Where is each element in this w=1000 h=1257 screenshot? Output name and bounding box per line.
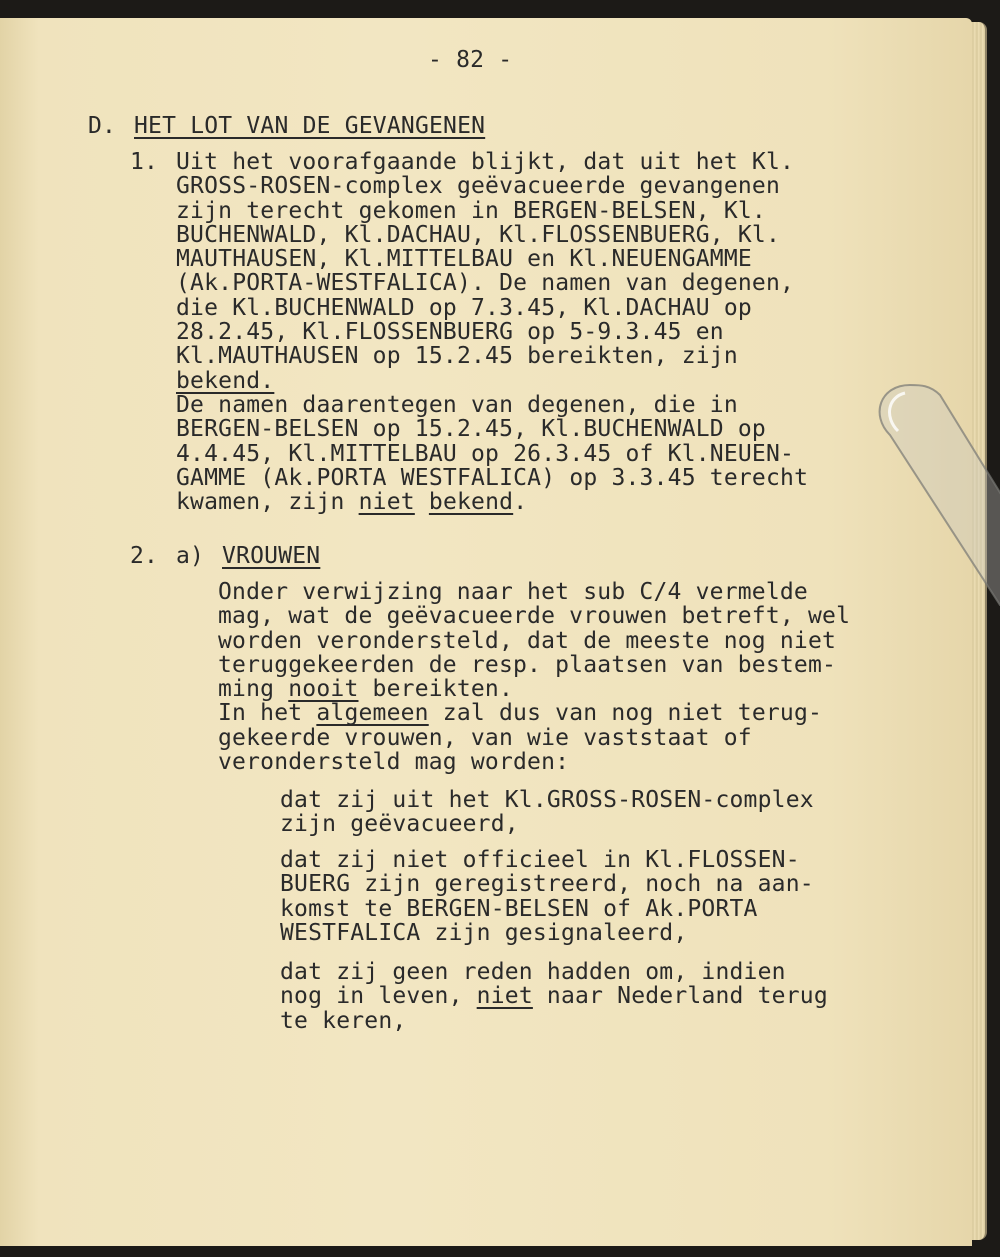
paragraph-line <box>218 677 850 701</box>
line-text: bereikten. <box>358 676 514 703</box>
subsection-title: VROUWEN <box>222 543 321 569</box>
paragraph-line: zijn terecht gekomen in BERGEN-BELSEN, Kl. <box>176 197 766 224</box>
paragraph-line: MAUTHAUSEN, Kl.MITTELBAU en Kl.NEUENGAMME <box>176 246 752 273</box>
condition-3 <box>280 960 828 1033</box>
paragraph-line: mag, wat de geëvacueerde vrouwen betreft, wel <box>218 603 851 630</box>
paragraph-line: WESTFALICA zijn gesignaleerd, <box>280 919 688 946</box>
paragraph-line: 4.4.45, Kl.MITTELBAU op 26.3.45 of Kl.NEUEN- <box>176 440 795 467</box>
condition-1 <box>280 788 814 837</box>
paragraph-line: verondersteld mag worden: <box>218 749 570 776</box>
paragraph-line: zijn geëvacueerd, <box>280 811 519 838</box>
item-number-1: 1. <box>130 149 159 175</box>
underlined-niet: niet <box>358 489 415 516</box>
paragraph-line: teruggekeerden de resp. plaatsen van bestem- <box>218 651 837 678</box>
paragraph-line: die Kl.BUCHENWALD op 7.3.45, Kl.DACHAU op <box>176 294 752 321</box>
underlined-bekend: bekend. <box>176 367 275 394</box>
paragraph-2 <box>218 580 850 774</box>
line-text: In het <box>218 700 317 727</box>
paragraph-line: GAMME (Ak.PORTA WESTFALICA) op 3.3.45 terecht <box>176 464 809 491</box>
section-marker: D. <box>88 113 117 139</box>
paragraph-line: gekeerde vrouwen, van wie vaststaat of <box>218 724 752 751</box>
paragraph-line: BUERG zijn geregistreerd, noch na aan- <box>280 871 814 898</box>
paragraph-line <box>280 984 828 1008</box>
line-text: ming <box>218 676 289 703</box>
paragraph-1 <box>176 150 808 514</box>
paragraph-line: (Ak.PORTA-WESTFALICA). De namen van degenen, <box>176 270 795 297</box>
paragraph-line: 28.2.45, Kl.FLOSSENBUERG op 5-9.3.45 en <box>176 319 724 346</box>
page-number: - 82 - <box>428 47 513 73</box>
paragraph-line: komst te BERGEN-BELSEN of Ak.PORTA <box>280 895 758 922</box>
underlined-nooit: nooit <box>288 676 359 703</box>
paragraph-line: Uit het voorafgaande blijkt, dat uit het Kl. <box>176 149 795 175</box>
paragraph-line: Onder verwijzing naar het sub C/4 vermelde <box>218 579 808 605</box>
paragraph-line: dat zij niet officieel in Kl.FLOSSEN- <box>280 847 800 873</box>
paragraph-line <box>218 701 850 725</box>
line-text: . <box>513 489 528 516</box>
paragraph-line: De namen daarentegen van degenen, die in <box>176 391 738 418</box>
line-text: naar Nederland terug <box>532 983 828 1010</box>
section-heading: HET LOT VAN DE GEVANGENEN <box>134 113 486 139</box>
paragraph-line: BERGEN-BELSEN op 15.2.45, Kl.BUCHENWALD op <box>176 416 766 443</box>
paragraph-line: Kl.MAUTHAUSEN op 15.2.45 bereikten, zijn <box>176 343 738 370</box>
underlined-algemeen: algemeen <box>316 700 429 727</box>
sub-item-a: a) <box>176 543 205 569</box>
paragraph-line: dat zij uit het Kl.GROSS-ROSEN-complex <box>280 787 814 813</box>
paragraph-line: te keren, <box>280 1007 407 1034</box>
item-number-2: 2. <box>130 543 159 569</box>
paragraph-line: worden verondersteld, dat de meeste nog niet <box>218 627 837 654</box>
paragraph-line-last <box>176 490 808 514</box>
paragraph-line: GROSS-ROSEN-complex geëvacueerde gevangenen <box>176 173 781 200</box>
line-text: zal dus van nog niet terug- <box>428 700 823 727</box>
paragraph-line: dat zij geen reden hadden om, indien <box>280 959 786 985</box>
underlined-bekend: bekend <box>428 489 514 516</box>
line-text: nog in leven, <box>280 983 477 1010</box>
line-text: kwamen, zijn <box>176 489 359 516</box>
condition-2 <box>280 848 814 945</box>
space <box>415 489 429 515</box>
paragraph-line: BUCHENWALD, Kl.DACHAU, Kl.FLOSSENBUERG, Kl. <box>176 221 781 248</box>
underlined-niet: niet <box>476 983 533 1010</box>
